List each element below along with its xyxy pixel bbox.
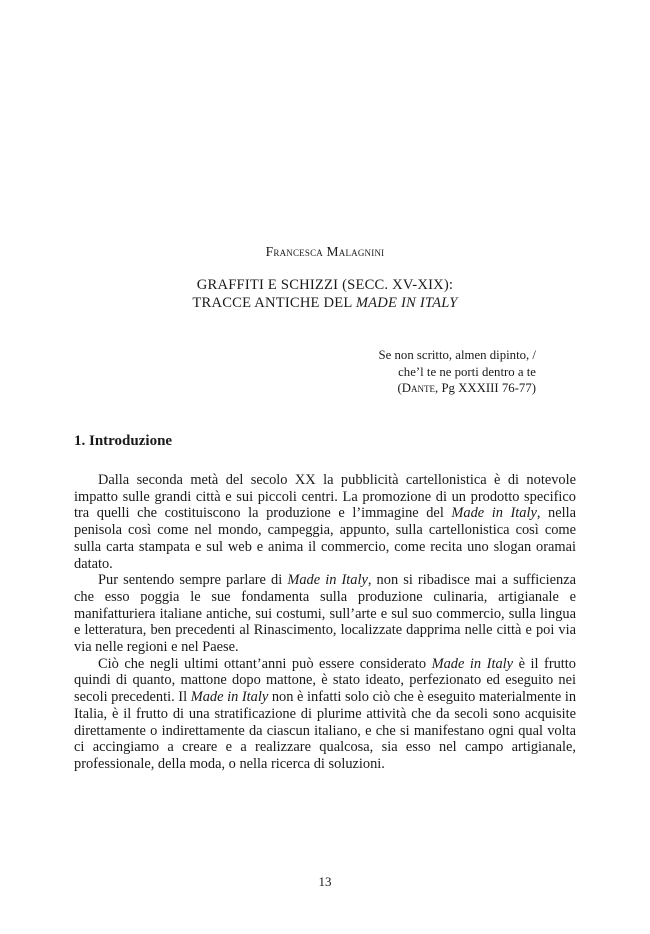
article-title: [0, 276, 650, 312]
page-number: 13: [318, 874, 332, 889]
paragraph-2-text-a: Pur sentendo sempre parlare di: [98, 572, 288, 589]
paragraph-2: [74, 572, 576, 656]
author-name: Francesca Malagnini: [265, 244, 385, 259]
title-line-2: [0, 294, 650, 312]
paragraph-1: [74, 472, 576, 572]
paragraph-3-italic-2: Made in Italy: [190, 689, 269, 706]
epigraph: [296, 347, 536, 397]
paragraph-3-text-a: Ciò che negli ultimi ottant’anni può essere considerato: [98, 655, 432, 672]
paragraph-2-italic: Made in Italy: [287, 572, 368, 589]
epigraph-source-author: Dante: [401, 381, 436, 395]
paragraph-1-text-b: , nella penisola così come nel mondo, campeggia, appunto, sulla cartellonistica così come sulla carta stampata e sul web e anima il commercio, come recita uno slogan oramai datato.: [74, 505, 576, 572]
paragraph-3-italic-1: Made in Italy: [431, 655, 514, 672]
paragraph-1-italic: Made in Italy: [451, 505, 537, 522]
title-line-1: GRAFFITI E SCHIZZI (SECC. XV-XIX):: [196, 277, 454, 293]
title-line-2-italic: MADE IN ITALY: [355, 295, 458, 311]
paragraph-1-text-a: Dalla seconda metà del secolo XX la pubblicità cartellonistica è di notevole impatto sulle grandi città e sui piccoli centri. La promozione di un prodotto specifico tra quelli che costituiscono la produzione e l’immagine del: [74, 472, 576, 522]
epigraph-line-2: che’l te ne porti dentro a te: [398, 364, 536, 379]
epigraph-source: [296, 380, 536, 397]
epigraph-source-open: (: [397, 381, 402, 395]
epigraph-line-1: Se non scritto, almen dipinto, /: [378, 348, 536, 362]
title-line-2-prefix: TRACCE ANTICHE DEL: [192, 295, 356, 311]
paragraph-3-text-b: è il frutto quindi di quanto, mattone dopo mattone, è stato ideato, perfezionato ed eseguito nei secoli precedenti. Il: [74, 655, 576, 706]
epigraph-source-ref: , Pg XXXIII 76-77): [435, 381, 536, 395]
paragraph-3-text-c: non è infatti solo ciò che è eseguito materialmente in Italia, è il frutto di una stratificazione di plurime attività che da secoli sono acquisite direttamente o indirettamente da ciascun italiano, e che si manifestano ogni qual volta ci accingiamo a creare e a realizzare qualcosa, sia esso nel campo artigianale, professionale, della moda, o nella ricerca di soluzioni.: [74, 689, 577, 772]
paragraph-3: [74, 656, 576, 773]
paragraph-2-text-b: , non si ribadisce mai a sufficienza che esso poggia le sue fondamenta sulla produzione culinaria, artigianale e manifatturiera italiane antiche, sui costumi, sull’arte e sul suo commercio, sulla lingua e letteratura, ben precedenti al Rinascimento, localizzate dapprima nelle città e poi via via nelle regioni e nel Paese.: [74, 572, 576, 656]
section-heading: 1. Introduzione: [74, 433, 173, 449]
body-text: [74, 472, 576, 773]
